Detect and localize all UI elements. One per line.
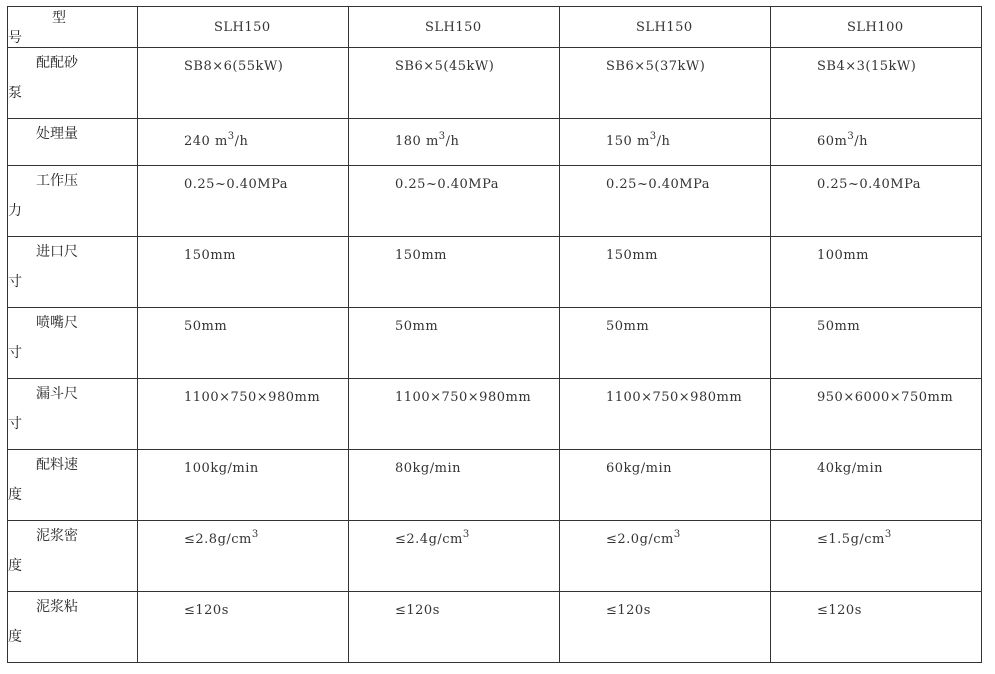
cell-value: 1100×750×980mm (184, 390, 321, 405)
cell-value: SB4×3(15kW) (817, 59, 917, 74)
row-label-line2: 寸 (8, 416, 22, 432)
header-row (8, 7, 982, 48)
cell-value: 150mm (184, 248, 236, 263)
model-name: SLH150 (425, 19, 482, 35)
unit-tail: /h (445, 134, 460, 149)
value-cell (560, 592, 771, 663)
table-row (8, 450, 982, 521)
value-text: 240 m (184, 134, 228, 149)
value-cell (138, 379, 349, 450)
value-cell (771, 166, 982, 237)
cell-value: ≤120s (395, 603, 440, 618)
row-label-line2: 寸 (8, 274, 22, 290)
unit-superscript: 3 (847, 131, 855, 142)
value-cell (560, 450, 771, 521)
row-label-line1: 工作压 (36, 173, 78, 189)
row-label-cell (8, 237, 138, 308)
table-row (8, 237, 982, 308)
value-cell (560, 166, 771, 237)
value-cell (138, 308, 349, 379)
unit-superscript: 3 (462, 529, 470, 540)
value-cell (771, 450, 982, 521)
row-label-cell (8, 379, 138, 450)
value-cell (771, 592, 982, 663)
value-cell (771, 237, 982, 308)
cell-value: SB6×5(45kW) (395, 59, 495, 74)
unit-superscript: 3 (438, 131, 446, 142)
cell-value: 1100×750×980mm (395, 390, 532, 405)
row-label-line1: 喷嘴尺 (36, 315, 78, 331)
model-cell (349, 7, 560, 48)
row-label-cell (8, 48, 138, 119)
cell-value (560, 119, 770, 149)
cell-value: ≤120s (184, 603, 229, 618)
cell-value: 0.25~0.40MPa (817, 177, 922, 192)
value-cell (138, 166, 349, 237)
value-text: ≤1.5g/cm (817, 532, 885, 547)
value-cell (349, 119, 560, 166)
value-cell (138, 592, 349, 663)
table-row (8, 521, 982, 592)
header-label: 型 号 (8, 10, 84, 46)
cell-value (138, 119, 348, 149)
row-label-line1: 泥浆密 (36, 528, 78, 544)
row-label-line1: 漏斗尺 (36, 386, 78, 402)
table-row (8, 166, 982, 237)
unit-tail: /h (234, 134, 249, 149)
value-text: ≤2.8g/cm (184, 532, 252, 547)
cell-value: 150mm (395, 248, 447, 263)
model-cell (138, 7, 349, 48)
cell-value (138, 521, 348, 547)
value-cell (349, 166, 560, 237)
unit-superscript: 3 (884, 529, 892, 540)
unit-tail: /h (854, 134, 869, 149)
row-label-cell (8, 166, 138, 237)
model-name: SLH150 (636, 19, 693, 35)
table-row (8, 48, 982, 119)
cell-value (560, 521, 770, 547)
cell-value: ≤120s (606, 603, 651, 618)
value-cell (138, 237, 349, 308)
unit-superscript: 3 (227, 131, 235, 142)
value-cell (138, 119, 349, 166)
unit-tail: /h (656, 134, 671, 149)
cell-value: SB8×6(55kW) (184, 59, 284, 74)
cell-value: 50mm (395, 319, 439, 334)
value-cell (771, 521, 982, 592)
row-label-line2: 度 (8, 487, 22, 503)
value-cell (560, 379, 771, 450)
cell-value: 100kg/min (184, 461, 259, 476)
value-text: ≤2.4g/cm (395, 532, 463, 547)
cell-value: SB6×5(37kW) (606, 59, 706, 74)
header-label-cell (8, 7, 138, 48)
value-cell (138, 48, 349, 119)
value-cell (771, 119, 982, 166)
value-cell (349, 308, 560, 379)
row-label-cell (8, 450, 138, 521)
unit-superscript: 3 (251, 529, 259, 540)
cell-value: 50mm (817, 319, 861, 334)
cell-value: 0.25~0.40MPa (606, 177, 711, 192)
row-label-line2: 力 (8, 203, 22, 219)
cell-value: 50mm (606, 319, 650, 334)
value-cell (349, 450, 560, 521)
cell-value: 0.25~0.40MPa (395, 177, 500, 192)
row-label-line2: 泵 (8, 85, 22, 101)
cell-value: 1100×750×980mm (606, 390, 743, 405)
cell-value: 100mm (817, 248, 869, 263)
row-label-line1: 配料速 (36, 457, 78, 473)
row-label-cell (8, 119, 138, 166)
cell-value (349, 119, 559, 149)
unit-superscript: 3 (673, 529, 681, 540)
value-cell (560, 48, 771, 119)
value-cell (349, 237, 560, 308)
cell-value: 150mm (606, 248, 658, 263)
row-label-line2: 寸 (8, 345, 22, 361)
spec-table (7, 6, 982, 663)
cell-value: 80kg/min (395, 461, 461, 476)
unit-superscript: 3 (649, 131, 657, 142)
value-cell (349, 592, 560, 663)
cell-value: 40kg/min (817, 461, 883, 476)
row-label-line2: 度 (8, 558, 22, 574)
cell-value (349, 521, 559, 547)
cell-value (771, 521, 981, 547)
row-label-line1: 进口尺 (36, 244, 78, 260)
table-row (8, 379, 982, 450)
value-cell (771, 308, 982, 379)
model-name: SLH100 (847, 19, 904, 35)
table-row (8, 119, 982, 166)
cell-value: 50mm (184, 319, 228, 334)
value-cell (560, 119, 771, 166)
row-label-line1: 配配砂 (36, 55, 78, 71)
value-cell (771, 379, 982, 450)
model-cell (771, 7, 982, 48)
table-row (8, 592, 982, 663)
value-text: 150 m (606, 134, 650, 149)
cell-value (771, 119, 981, 149)
value-cell (560, 308, 771, 379)
cell-value: 950×6000×750mm (817, 390, 954, 405)
value-cell (138, 450, 349, 521)
value-text: 180 m (395, 134, 439, 149)
value-cell (560, 237, 771, 308)
value-text: ≤2.0g/cm (606, 532, 674, 547)
value-cell (349, 521, 560, 592)
value-text: 60m (817, 134, 848, 149)
value-cell (349, 379, 560, 450)
cell-value: 0.25~0.40MPa (184, 177, 289, 192)
model-name: SLH150 (214, 19, 271, 35)
cell-value: ≤120s (817, 603, 862, 618)
cell-value: 60kg/min (606, 461, 672, 476)
row-label-line2: 度 (8, 629, 22, 645)
row-label-cell (8, 592, 138, 663)
row-label-cell (8, 521, 138, 592)
value-cell (771, 48, 982, 119)
model-cell (560, 7, 771, 48)
value-cell (560, 521, 771, 592)
row-label-cell (8, 308, 138, 379)
value-cell (138, 521, 349, 592)
row-label-line1: 处理量 (36, 126, 78, 142)
table-row (8, 308, 982, 379)
row-label-line1: 泥浆粘 (36, 599, 78, 615)
value-cell (349, 48, 560, 119)
